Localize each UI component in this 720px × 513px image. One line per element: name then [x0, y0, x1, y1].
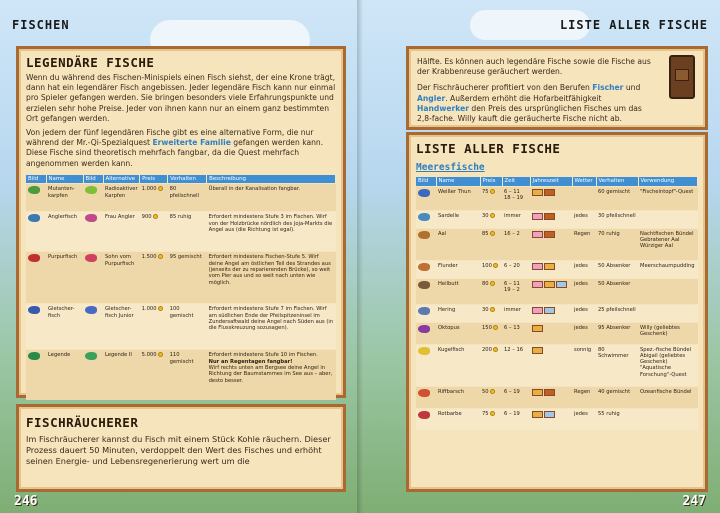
fish-smoker-icon — [669, 55, 695, 99]
table-row: Rotbarbe 75 6 – 19 jedes 55 ruhig — [416, 408, 698, 430]
fish-icon — [28, 214, 40, 222]
table-row: Heilbutt 80 6 – 11 19 – 2 jedes 50 Absenker — [416, 278, 698, 304]
table-row: Purpurfisch Sohn vom Purpurfisch 1.500 95 gemischt Erfordert mindestens Fischen-Stufe 5. Wirf deine Angel am östlichen Teil des Strandes aus (jenseits der zu reparierenden Brücke), so weit vom Pier aus und so weit nach unten wie möglich. — [26, 252, 336, 304]
fish-icon — [28, 186, 40, 194]
smoker-continued-panel — [406, 46, 708, 130]
alt-form-paragraph: Von jedem der fünf legendären Fische gibt es eine alternative Form, die nur während der Mr.-Qi-Spezialquest Erweiterte Familie gefangen werden kann. Diese Fische sind theoretisch mehrfach fangbar, da die Quest mehrfach angenommen werden kann. — [26, 128, 324, 168]
table-row: Riffbarsch 50 6 – 19 Regen 40 gemischt Ozeanfische Bündel — [416, 386, 698, 408]
table-row: Weißer Thun 75 6 – 11 18 – 19 60 gemischt "Fischeintopf"-Quest — [416, 186, 698, 210]
season-spring-icon — [532, 307, 543, 314]
season-spring-icon — [532, 213, 543, 220]
table-row: Flunder 100 6 – 20 jedes 50 Absenker Meerschaumpudding — [416, 260, 698, 278]
season-summer-icon — [532, 411, 543, 418]
book-spine — [357, 0, 363, 513]
profession-paragraph: Der Fischräucherer profitiert von den Berufen Fischer und Angler. Außerdem erhöht die Hofarbeitfähigkeit Handwerker den Preis des ursprünglichen Fisches um das 2,8-fache. Willy kauft die geräucherte Fische nicht ab. — [417, 83, 642, 124]
page-number-left: 246 — [14, 494, 38, 509]
section-title: LISTE ALLER FISCHE — [416, 141, 561, 156]
fish-icon — [418, 281, 430, 289]
season-winter-icon — [556, 281, 567, 288]
season-summer-icon — [532, 389, 543, 396]
fish-icon — [418, 325, 430, 333]
running-head-right: LISTE ALLER FISCHE — [559, 18, 708, 32]
season-spring-icon — [532, 263, 543, 270]
fish-icon — [85, 254, 97, 262]
legendary-fish-panel — [16, 46, 346, 398]
fish-icon — [85, 306, 97, 314]
ocean-fish-table — [416, 177, 698, 430]
season-summer-icon — [532, 325, 543, 332]
fish-icon — [418, 189, 430, 197]
section-title: FISCHRÄUCHERER — [26, 415, 139, 430]
fish-list-panel — [406, 132, 708, 492]
season-summer-icon — [532, 189, 543, 196]
fish-icon — [28, 306, 40, 314]
fish-icon — [85, 186, 97, 194]
fish-icon — [418, 263, 430, 271]
fish-icon — [418, 347, 430, 355]
page-number-right: 247 — [682, 494, 706, 509]
table-row: Legende Legende II 5.000 110 gemischt Erfordert mindestens Stufe 10 im Fischen. Nur an Regentagen fangbar! Wirf rechts unten am Bergsee deine Angel in Richtung der Baumstammes im See aus – aber, desto besser. — [26, 350, 336, 400]
season-fall-icon — [544, 189, 555, 196]
running-head-left: FISCHEN — [12, 18, 70, 32]
subsection-title: Meeresfische — [416, 162, 485, 173]
table-row: Sardelle 30 immer jedes 30 pfeilschnell — [416, 210, 698, 228]
table-row: Aal 85 16 – 2 Regen 70 ruhig Nachtfischen Bündel Gebratener Aal Würziger Aal — [416, 228, 698, 260]
season-winter-icon — [544, 307, 555, 314]
table-row: Oktopus 150 6 – 13 jedes 95 Absenker Willy (geliebtes Geschenk) — [416, 322, 698, 344]
season-summer-icon — [544, 281, 555, 288]
table-row: Hering 30 immer jedes 25 pfeilschnell — [416, 304, 698, 322]
fish-icon — [418, 231, 430, 239]
season-winter-icon — [544, 411, 555, 418]
smoker-paragraph: Im Fischräucherer kannst du Fisch mit einem Stück Kohle räuchern. Dieser Prozess dauert 50 Minuten, verdoppelt den Wert des Fisches und erhöht seinen Energie- und Lebensregenerierung wert um die — [26, 434, 331, 466]
table-row: Mutanten-karpfen Radioaktiver Karpfen 1.000 80 pfeilschnell Überall in der Kanalisation fangbar. — [26, 184, 336, 212]
fish-icon — [85, 352, 97, 360]
table-row: Kugelfisch 200 12 – 16 sonnig 80 Schwimmer Spez.-fische Bündel Abigail (geliebtes Geschenk) "Aquatische Forschung"-Quest — [416, 344, 698, 386]
fish-icon — [28, 254, 40, 262]
season-fall-icon — [544, 213, 555, 220]
quest-link: Erweiterte Familie — [152, 138, 231, 148]
season-spring-icon — [532, 231, 543, 238]
fish-icon — [418, 389, 430, 397]
table-header: Bild Name Preis Zeit Jahreszeit Wetter Verhalten Verwendung — [416, 177, 698, 186]
fish-icon — [418, 411, 430, 419]
fish-icon — [28, 352, 40, 360]
table-row: Gletscher-fisch Gletscher-fisch Junior 1.000 100 gemischt Erfordert mindestens Stufe 7 im Fischen. Wirf am südlichen Ende der Pfeilspitzeninsel im Zundersaftwald deine Angel nach Süden aus (in die Flusskreuzung sozusagen). — [26, 304, 336, 350]
smoker-panel — [16, 404, 346, 492]
table-header: Bild Name Bild Alternative Preis Verhalten Beschreibung — [26, 175, 336, 184]
continued-text: Hälfte. Es können auch legendäre Fische sowie die Fische aus der Krabbenreuse geräuchert werden. — [417, 57, 651, 77]
legendary-table — [26, 175, 336, 400]
season-fall-icon — [544, 389, 555, 396]
season-spring-icon — [532, 281, 543, 288]
intro-paragraph: Wenn du während des Fischen-Minispiels einen Fisch siehst, der eine Krone trägt, dann hat ein legendärer Fisch angebissen. Jeder legendäre Fisch kann nur einmal pro Spieler gefangen werden. Sie bringen besonders viele Erfahrungspunkte und erzielen sehr hohe Preise. Jeder von ihnen kann nur an einem ganz bestimmten Ort gefangen werden. — [26, 73, 336, 123]
fish-icon — [418, 213, 430, 221]
table-row: Anglerfisch Frau Angler 900 85 ruhig Erfordert mindestens Stufe 3 im Fischen. Wirf von der Holzbrücke nördlich des Joja-Markts die Angel aus (die Richtung ist egal). — [26, 212, 336, 252]
season-summer-icon — [544, 263, 555, 270]
season-fall-icon — [544, 231, 555, 238]
fish-icon — [418, 307, 430, 315]
season-summer-icon — [532, 347, 543, 354]
fish-icon — [85, 214, 97, 222]
section-title: LEGENDÄRE FISCHE — [26, 55, 155, 70]
